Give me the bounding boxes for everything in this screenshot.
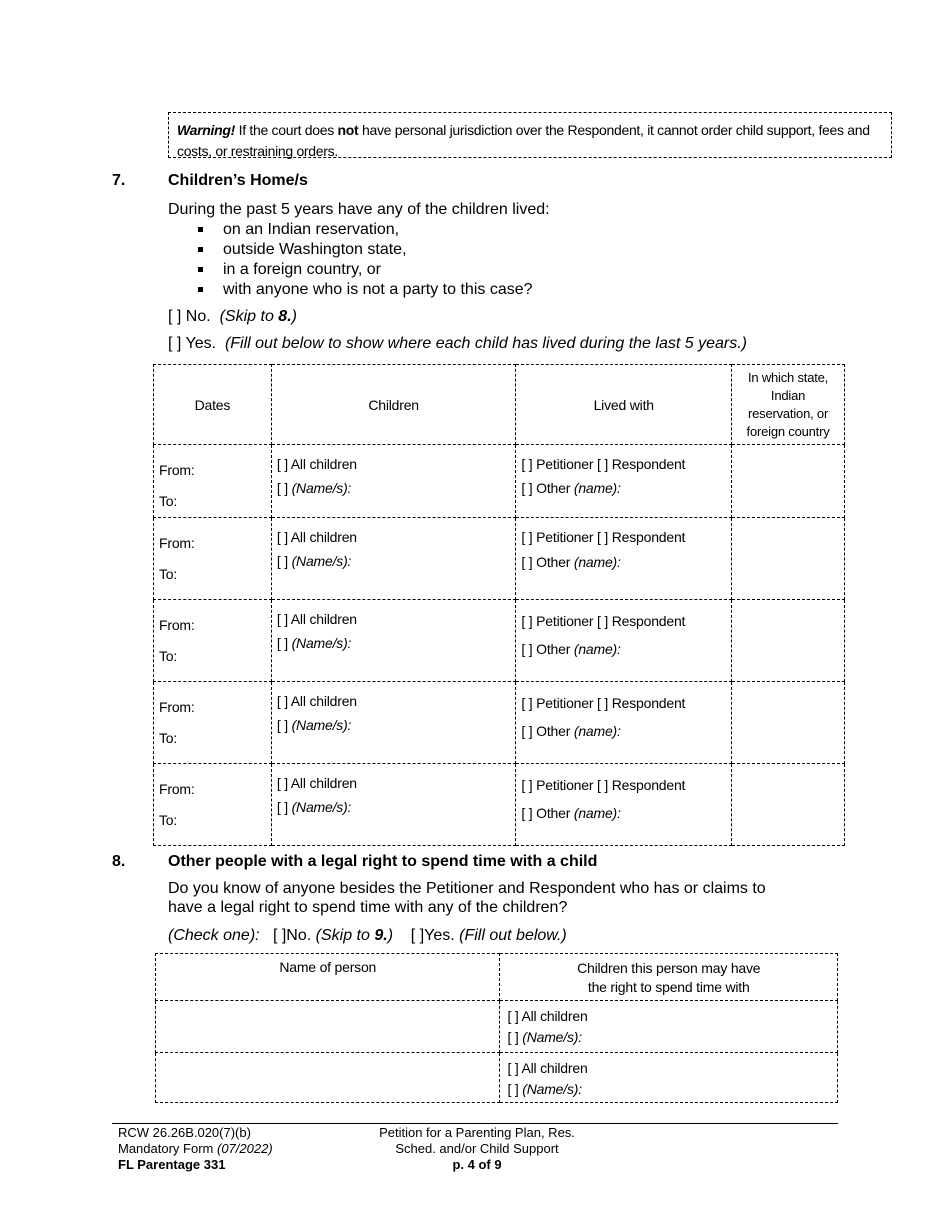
children-home-table <box>153 364 845 846</box>
footer-divider <box>112 1123 838 1124</box>
header-location-line: In which state, <box>747 369 829 385</box>
names-checkbox[interactable]: [ ] <box>276 717 288 733</box>
warning-box <box>168 112 892 158</box>
bullet-item <box>198 220 533 240</box>
footer-page-number: p. 4 of 9 <box>452 1157 502 1172</box>
warning-line-1 <box>177 120 891 141</box>
section-8-title: Other people with a legal right to spend time with a child <box>168 853 598 870</box>
section-7-option-no[interactable] <box>168 308 297 326</box>
bullet-item <box>198 240 533 260</box>
table-header-row <box>154 365 845 445</box>
location-cell[interactable] <box>732 445 845 518</box>
names-label: (Name/s): <box>291 553 352 569</box>
option-no-note-pre: (Skip to <box>315 927 370 944</box>
names-checkbox[interactable]: [ ] <box>276 799 288 815</box>
bullet-item <box>198 280 533 300</box>
header-location-line: foreign country <box>746 423 830 439</box>
other-checkbox[interactable]: [ ] Other <box>521 554 571 570</box>
lived-with-cell[interactable] <box>516 445 732 518</box>
name-cell[interactable] <box>156 1053 500 1103</box>
bullet-text: with anyone who is not a party to this case? <box>223 281 533 298</box>
bullet-item <box>198 260 533 280</box>
bullet-text: on an Indian reservation, <box>223 221 400 238</box>
warning-lead: Warning! <box>177 122 236 138</box>
other-name-label: (name): <box>573 805 621 821</box>
names-label: (Name/s): <box>522 1029 582 1045</box>
section-8-question-line: Do you know of anyone besides the Petitioner and Respondent who has or claims to <box>168 880 766 897</box>
header-location-line: reservation, or <box>747 405 829 421</box>
table-row <box>154 445 845 518</box>
petitioner-respondent-options[interactable]: [ ] Petitioner [ ] Respondent <box>521 695 686 711</box>
all-children-option[interactable]: [ ] All children <box>276 611 357 627</box>
checkbox-yes[interactable]: [ ] <box>410 927 425 944</box>
option-yes-label: Yes. <box>424 927 455 944</box>
to-label: To: <box>159 730 178 746</box>
checkbox-yes[interactable]: [ ] <box>168 335 182 352</box>
petitioner-respondent-options[interactable]: [ ] Petitioner [ ] Respondent <box>521 456 686 472</box>
to-label: To: <box>159 812 178 828</box>
footer-form-title: Petition for a Parenting Plan, Res. <box>379 1125 575 1140</box>
footer-form-date: (07/2022) <box>217 1141 273 1156</box>
footer-center <box>352 1125 602 1173</box>
table-row <box>156 1053 838 1103</box>
footer-mandatory-label: Mandatory Form <box>118 1141 214 1156</box>
other-name-label: (name): <box>573 641 621 657</box>
option-no-label: No. <box>286 927 312 944</box>
names-label: (Name/s): <box>291 635 352 651</box>
names-label: (Name/s): <box>522 1081 582 1097</box>
table-row <box>154 518 845 600</box>
children-cell[interactable] <box>271 764 516 846</box>
section-8-check-one <box>168 927 567 945</box>
header-children-line: Children this person may have <box>577 960 761 976</box>
petitioner-respondent-options[interactable]: [ ] Petitioner [ ] Respondent <box>521 613 686 629</box>
to-label: To: <box>159 648 178 664</box>
name-cell[interactable] <box>156 1001 500 1053</box>
option-no-label: No. <box>185 308 211 325</box>
children-cell[interactable] <box>271 600 516 682</box>
from-label: From: <box>159 462 195 478</box>
names-label: (Name/s): <box>291 799 352 815</box>
warning-line-2: costs, or restraining orders. <box>177 143 338 159</box>
bullet-square-icon <box>198 247 203 252</box>
children-cell[interactable] <box>500 1001 838 1053</box>
section-8-question-line: have a legal right to spend time with any of the children? <box>168 899 568 916</box>
location-cell[interactable] <box>732 600 845 682</box>
petitioner-respondent-options[interactable]: [ ] Petitioner [ ] Respondent <box>521 777 686 793</box>
names-checkbox[interactable]: [ ] <box>507 1081 519 1097</box>
header-location <box>732 365 845 445</box>
footer-rcw: RCW 26.26B.020(7)(b) <box>118 1125 251 1140</box>
section-8-number: 8. <box>112 853 126 870</box>
table-row <box>156 1001 838 1053</box>
footer-form-subtitle: Sched. and/or Child Support <box>395 1141 559 1156</box>
location-cell[interactable] <box>732 518 845 600</box>
checkbox-no[interactable]: [ ] <box>168 308 182 325</box>
lived-with-cell[interactable] <box>516 764 732 846</box>
header-location-line: Indian <box>770 387 806 403</box>
to-label: To: <box>159 493 178 509</box>
dates-cell[interactable] <box>154 600 272 682</box>
table-row <box>154 682 845 764</box>
option-yes-label: Yes. <box>185 335 217 352</box>
names-label: (Name/s): <box>291 480 352 496</box>
other-name-label: (name): <box>573 480 621 496</box>
option-no-note-ref: 9. <box>374 927 388 944</box>
footer-form-id: FL Parentage 331 <box>118 1157 226 1172</box>
section-7-option-yes[interactable] <box>168 335 747 353</box>
from-label: From: <box>159 535 195 551</box>
to-label: To: <box>159 566 178 582</box>
location-cell[interactable] <box>732 682 845 764</box>
from-label: From: <box>159 617 195 633</box>
other-people-table <box>155 953 838 1103</box>
all-children-option[interactable]: [ ] All children <box>276 693 357 709</box>
other-name-label: (name): <box>573 723 621 739</box>
section-8-question <box>168 879 766 917</box>
from-label: From: <box>159 699 195 715</box>
all-children-option[interactable]: [ ] All children <box>276 775 357 791</box>
table-row <box>154 764 845 846</box>
bullet-square-icon <box>198 227 203 232</box>
section-7-title: Children’s Home/s <box>168 172 308 189</box>
bullet-square-icon <box>198 267 203 272</box>
names-checkbox[interactable]: [ ] <box>507 1029 519 1045</box>
warning-text-after: have personal jurisdiction over the Respondent, it cannot order child support, fees and <box>361 122 870 138</box>
location-cell[interactable] <box>732 764 845 846</box>
children-cell[interactable] <box>271 518 516 600</box>
other-checkbox[interactable]: [ ] Other <box>521 641 571 657</box>
footer-mandatory-form <box>118 1141 273 1157</box>
from-label: From: <box>159 781 195 797</box>
all-children-option[interactable]: [ ] All children <box>276 456 357 472</box>
section-7-number: 7. <box>112 172 126 189</box>
header-children-time <box>500 954 838 1001</box>
bullet-text: in a foreign country, or <box>223 261 382 278</box>
dates-cell[interactable] <box>154 445 272 518</box>
names-checkbox[interactable]: [ ] <box>276 553 288 569</box>
names-label: (Name/s): <box>291 717 352 733</box>
option-no-note-post: ) <box>291 308 297 325</box>
other-checkbox[interactable]: [ ] Other <box>521 723 571 739</box>
all-children-option[interactable]: [ ] All children <box>276 529 357 545</box>
warning-not: not <box>337 122 359 138</box>
table-row <box>154 600 845 682</box>
check-one-label: (Check one): <box>168 927 260 944</box>
warning-text-before: If the court does <box>238 122 334 138</box>
petitioner-respondent-options[interactable]: [ ] Petitioner [ ] Respondent <box>521 529 686 545</box>
names-checkbox[interactable]: [ ] <box>276 635 288 651</box>
children-cell[interactable] <box>500 1053 838 1103</box>
other-checkbox[interactable]: [ ] Other <box>521 480 571 496</box>
children-cell[interactable] <box>271 445 516 518</box>
other-name-label: (name): <box>573 554 621 570</box>
footer-left <box>118 1125 273 1173</box>
lived-with-cell[interactable] <box>516 518 732 600</box>
bullet-square-icon <box>198 287 203 292</box>
names-checkbox[interactable]: [ ] <box>276 480 288 496</box>
header-children: Children <box>271 365 516 445</box>
section-7-bullets <box>198 220 533 300</box>
header-children-line: the right to spend time with <box>587 979 750 995</box>
option-no-note-post: ) <box>387 927 394 944</box>
all-children-option[interactable]: [ ] All children <box>507 1060 588 1076</box>
option-yes-note: (Fill out below to show where each child has lived during the last 5 years.) <box>224 335 747 352</box>
lived-with-cell[interactable] <box>516 600 732 682</box>
other-checkbox[interactable]: [ ] Other <box>521 805 571 821</box>
dates-cell[interactable] <box>154 518 272 600</box>
dates-cell[interactable] <box>154 764 272 846</box>
header-name-of-person: Name of person <box>156 954 500 1001</box>
children-cell[interactable] <box>271 682 516 764</box>
section-7-question: During the past 5 years have any of the children lived: <box>168 201 550 218</box>
option-no-note-pre: (Skip to <box>219 308 274 325</box>
option-yes-note: (Fill out below.) <box>459 927 567 944</box>
bullet-text: outside Washington state, <box>223 241 407 258</box>
lived-with-cell[interactable] <box>516 682 732 764</box>
header-lived-with: Lived with <box>516 365 732 445</box>
option-no-note-ref: 8. <box>278 308 292 325</box>
header-dates: Dates <box>154 365 272 445</box>
dates-cell[interactable] <box>154 682 272 764</box>
table-header-row <box>156 954 838 1001</box>
all-children-option[interactable]: [ ] All children <box>507 1008 588 1024</box>
checkbox-no[interactable]: [ ] <box>272 927 287 944</box>
